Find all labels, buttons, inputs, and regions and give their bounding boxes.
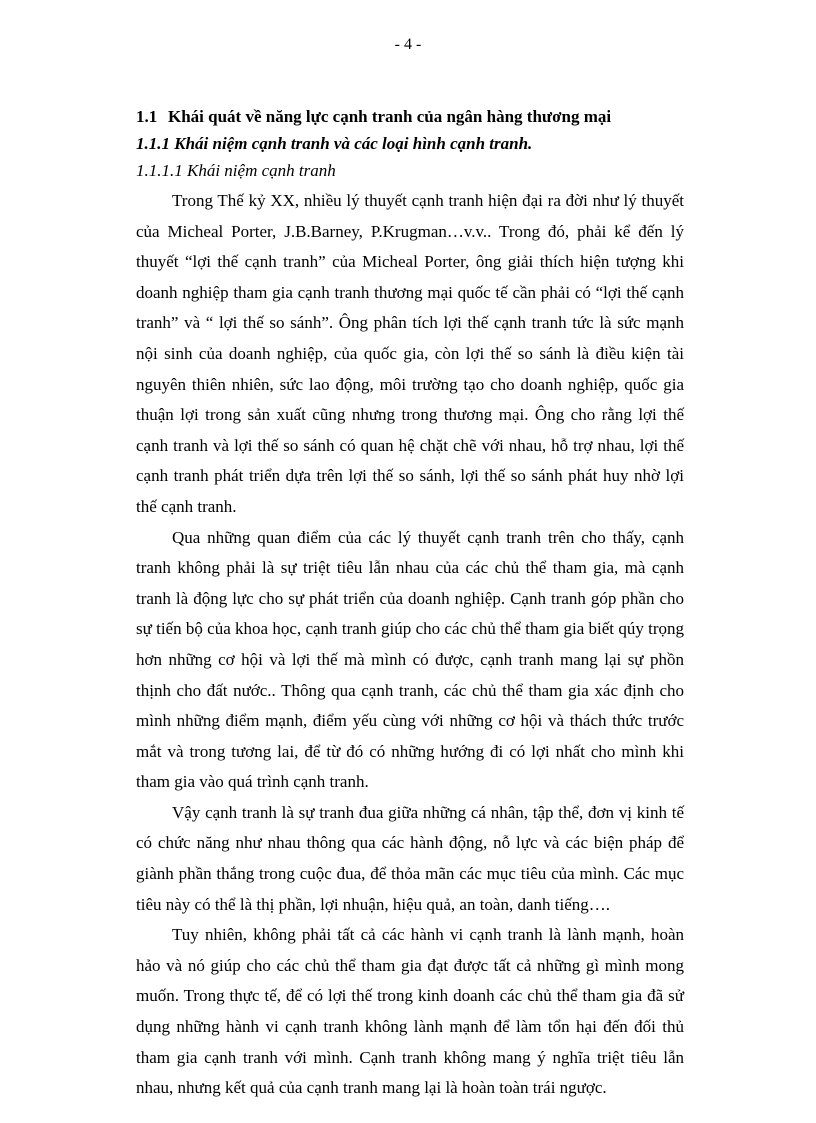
subsubsection-heading: 1.1.1.1 Khái niệm cạnh tranh (136, 161, 336, 180)
subsection-heading: 1.1.1 Khái niệm cạnh tranh và các loại hình cạnh tranh. (136, 134, 533, 153)
section-heading (136, 103, 684, 130)
section-title: Khái quát về năng lực cạnh tranh của ngân hàng thương mại (168, 107, 612, 126)
section-number: 1.1 (136, 107, 158, 126)
page-content (136, 103, 684, 1104)
paragraph: Vậy cạnh tranh là sự tranh đua giữa những cá nhân, tập thể, đơn vị kinh tế có chức năng như nhau thông qua các hành động, nỗ lực và các biện pháp để giành phần thắng trong cuộc đua, để thỏa mãn các mục tiêu của mình. Các mục tiêu này có thể là thị phần, lợi nhuận, hiệu quả, an toàn, danh tiếng…. (136, 802, 684, 914)
paragraph: Trong Thế kỷ XX, nhiều lý thuyết cạnh tranh hiện đại ra đời như lý thuyết của Micheal Porter, J.B.Barney, P.Krugman…v.v.. Trong đó, phải kể đến lý thuyết “lợi thế cạnh tranh” của Micheal Porter, ông giải thích hiện tượng khi doanh nghiệp tham gia cạnh tranh thương mại quốc tế cần phải có “lợi thế cạnh tranh” và “ lợi thế so sánh”. Ông phân tích lợi thế cạnh tranh tức là sức mạnh nội sinh của doanh nghiệp, của quốc gia, còn lợi thế so sánh là điều kiện tài nguyên thiên nhiên, sức lao động, môi trường tạo cho doanh nghiệp, quốc gia thuận lợi trong sản xuất cũng nhưng trong thương mại. Ông cho rằng lợi thế cạnh tranh và lợi thế so sánh có quan hệ chặt chẽ với nhau, hỗ trợ nhau, lợi thế cạnh tranh phát triển dựa trên lợi thế so sánh, lợi thế so sánh phát huy nhờ lợi thế cạnh tranh. (136, 191, 684, 516)
paragraph: Tuy nhiên, không phải tất cả các hành vi cạnh tranh là lành mạnh, hoàn hảo và nó giúp cho các chủ thể tham gia đạt được tất cả những gì mình mong muốn. Trong thực tế, để có lợi thế trong kinh doanh các chủ thể tham gia đã sử dụng những hành vi cạnh tranh không lành mạnh để làm tổn hại đến đối thủ tham gia cạnh tranh với mình. Cạnh tranh không mang ý nghĩa triệt tiêu lẫn nhau, nhưng kết quả của cạnh tranh mang lại là hoàn toàn trái ngược. (136, 925, 684, 1098)
page-number: - 4 - (394, 36, 422, 53)
paragraph: Qua những quan điểm của các lý thuyết cạnh tranh trên cho thấy, cạnh tranh không phải là sự triệt tiêu lẫn nhau của các chủ thể tham gia, mà cạnh tranh là động lực cho sự phát triển của doanh nghiệp. Cạnh tranh góp phần cho sự tiến bộ của khoa học, cạnh tranh giúp cho các chủ thể tham gia biết qúy trọng hơn những cơ hội và lợi thế mà mình có được, cạnh tranh mang lại sự phồn thịnh cho đất nước.. Thông qua cạnh tranh, các chủ thể tham gia xác định cho mình những điểm mạnh, điểm yếu cùng với những cơ hội và thách thức trước mắt và trong tương lai, để từ đó có những hướng đi có lợi nhất cho mình khi tham gia vào quá trình cạnh tranh. (136, 527, 684, 792)
